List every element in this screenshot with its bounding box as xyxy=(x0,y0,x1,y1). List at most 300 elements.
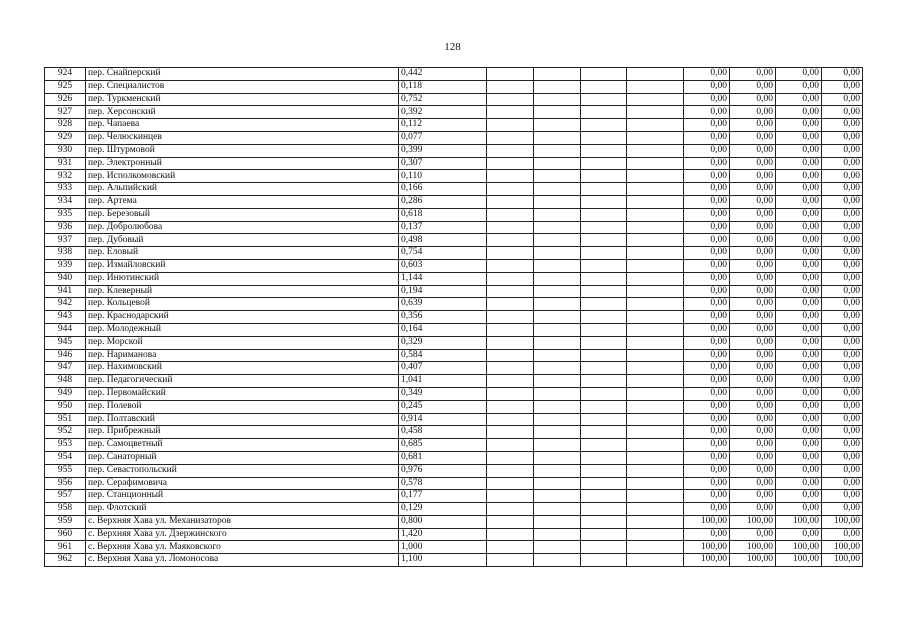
street-name-cell: пер. Нахимовский xyxy=(86,362,399,375)
empty-cell xyxy=(627,477,684,490)
length-cell: 0,392 xyxy=(399,106,487,119)
empty-cell xyxy=(487,272,534,285)
percent-cell: 0,00 xyxy=(730,298,776,311)
percent-cell: 0,00 xyxy=(822,183,863,196)
empty-cell xyxy=(534,93,581,106)
row-number-cell: 932 xyxy=(45,170,86,183)
street-name-cell: пер. Еловый xyxy=(86,247,399,260)
empty-cell xyxy=(534,541,581,554)
empty-cell xyxy=(581,490,627,503)
empty-cell xyxy=(581,375,627,388)
percent-cell: 0,00 xyxy=(730,285,776,298)
percent-cell: 0,00 xyxy=(684,106,730,119)
percent-cell: 100,00 xyxy=(776,554,822,567)
empty-cell xyxy=(534,490,581,503)
percent-cell: 0,00 xyxy=(684,285,730,298)
length-cell: 0,639 xyxy=(399,298,487,311)
length-cell: 1,144 xyxy=(399,272,487,285)
street-name-cell: пер. Флотский xyxy=(86,503,399,516)
street-name-cell: пер. Туркменский xyxy=(86,93,399,106)
empty-cell xyxy=(627,439,684,452)
percent-cell: 0,00 xyxy=(776,387,822,400)
empty-cell xyxy=(534,349,581,362)
empty-cell xyxy=(627,285,684,298)
empty-cell xyxy=(581,387,627,400)
empty-cell xyxy=(581,349,627,362)
percent-cell: 0,00 xyxy=(822,247,863,260)
table-body xyxy=(45,68,863,567)
empty-cell xyxy=(581,259,627,272)
percent-cell: 0,00 xyxy=(776,131,822,144)
empty-cell xyxy=(487,349,534,362)
percent-cell: 0,00 xyxy=(776,208,822,221)
empty-cell xyxy=(534,439,581,452)
street-name-cell: пер. Херсонский xyxy=(86,106,399,119)
percent-cell: 0,00 xyxy=(822,170,863,183)
row-number-cell: 959 xyxy=(45,515,86,528)
empty-cell xyxy=(581,119,627,132)
percent-cell: 0,00 xyxy=(684,157,730,170)
percent-cell: 0,00 xyxy=(730,272,776,285)
percent-cell: 0,00 xyxy=(776,170,822,183)
percent-cell: 0,00 xyxy=(822,413,863,426)
percent-cell: 0,00 xyxy=(822,387,863,400)
table-row xyxy=(45,439,863,452)
percent-cell: 0,00 xyxy=(822,68,863,81)
street-name-cell: пер. Клеверный xyxy=(86,285,399,298)
street-name-cell: пер. Севастопольский xyxy=(86,464,399,477)
street-name-cell: пер. Молодежный xyxy=(86,323,399,336)
percent-cell: 0,00 xyxy=(684,439,730,452)
table-row xyxy=(45,93,863,106)
length-cell: 0,245 xyxy=(399,400,487,413)
table-row xyxy=(45,349,863,362)
table-row xyxy=(45,208,863,221)
empty-cell xyxy=(581,503,627,516)
table-row xyxy=(45,336,863,349)
percent-cell: 0,00 xyxy=(776,144,822,157)
table-row xyxy=(45,400,863,413)
street-name-cell: пер. Санаторный xyxy=(86,451,399,464)
percent-cell: 0,00 xyxy=(776,349,822,362)
row-number-cell: 931 xyxy=(45,157,86,170)
length-cell: 0,685 xyxy=(399,439,487,452)
length-cell: 0,458 xyxy=(399,426,487,439)
empty-cell xyxy=(534,80,581,93)
empty-cell xyxy=(487,375,534,388)
empty-cell xyxy=(534,157,581,170)
empty-cell xyxy=(534,451,581,464)
percent-cell: 0,00 xyxy=(684,362,730,375)
percent-cell: 0,00 xyxy=(730,221,776,234)
empty-cell xyxy=(534,285,581,298)
percent-cell: 0,00 xyxy=(776,362,822,375)
empty-cell xyxy=(534,336,581,349)
percent-cell: 0,00 xyxy=(776,157,822,170)
percent-cell: 0,00 xyxy=(822,490,863,503)
percent-cell: 0,00 xyxy=(776,464,822,477)
length-cell: 1,420 xyxy=(399,528,487,541)
percent-cell: 0,00 xyxy=(822,119,863,132)
empty-cell xyxy=(627,106,684,119)
percent-cell: 0,00 xyxy=(684,451,730,464)
percent-cell: 0,00 xyxy=(776,400,822,413)
empty-cell xyxy=(627,490,684,503)
empty-cell xyxy=(581,515,627,528)
percent-cell: 0,00 xyxy=(776,375,822,388)
percent-cell: 0,00 xyxy=(776,221,822,234)
percent-cell: 0,00 xyxy=(730,157,776,170)
row-number-cell: 934 xyxy=(45,195,86,208)
table-row xyxy=(45,464,863,477)
street-name-cell: пер. Дубовый xyxy=(86,234,399,247)
percent-cell: 0,00 xyxy=(776,311,822,324)
empty-cell xyxy=(581,80,627,93)
table-row xyxy=(45,170,863,183)
percent-cell: 0,00 xyxy=(776,285,822,298)
street-name-cell: пер. Штурмовой xyxy=(86,144,399,157)
percent-cell: 100,00 xyxy=(776,541,822,554)
table-row xyxy=(45,183,863,196)
length-cell: 0,800 xyxy=(399,515,487,528)
percent-cell: 0,00 xyxy=(776,439,822,452)
row-number-cell: 927 xyxy=(45,106,86,119)
street-name-cell: пер. Кольцевой xyxy=(86,298,399,311)
percent-cell: 0,00 xyxy=(730,490,776,503)
street-name-cell: пер. Специалистов xyxy=(86,80,399,93)
percent-cell: 0,00 xyxy=(776,336,822,349)
empty-cell xyxy=(487,208,534,221)
empty-cell xyxy=(487,106,534,119)
percent-cell: 0,00 xyxy=(730,400,776,413)
empty-cell xyxy=(581,106,627,119)
empty-cell xyxy=(627,144,684,157)
percent-cell: 0,00 xyxy=(822,208,863,221)
street-name-cell: пер. Полевой xyxy=(86,400,399,413)
table-row xyxy=(45,413,863,426)
empty-cell xyxy=(487,503,534,516)
empty-cell xyxy=(581,221,627,234)
row-number-cell: 949 xyxy=(45,387,86,400)
length-cell: 0,112 xyxy=(399,119,487,132)
percent-cell: 0,00 xyxy=(730,68,776,81)
empty-cell xyxy=(487,439,534,452)
empty-cell xyxy=(581,195,627,208)
empty-cell xyxy=(581,157,627,170)
percent-cell: 0,00 xyxy=(776,323,822,336)
length-cell: 0,129 xyxy=(399,503,487,516)
percent-cell: 0,00 xyxy=(684,272,730,285)
table-row xyxy=(45,119,863,132)
length-cell: 0,442 xyxy=(399,68,487,81)
percent-cell: 0,00 xyxy=(776,68,822,81)
empty-cell xyxy=(627,68,684,81)
percent-cell: 0,00 xyxy=(822,349,863,362)
percent-cell: 0,00 xyxy=(730,208,776,221)
percent-cell: 0,00 xyxy=(822,298,863,311)
empty-cell xyxy=(534,272,581,285)
row-number-cell: 951 xyxy=(45,413,86,426)
empty-cell xyxy=(534,477,581,490)
percent-cell: 0,00 xyxy=(730,503,776,516)
empty-cell xyxy=(534,426,581,439)
street-name-cell: пер. Березовый xyxy=(86,208,399,221)
empty-cell xyxy=(627,323,684,336)
percent-cell: 0,00 xyxy=(684,234,730,247)
length-cell: 0,286 xyxy=(399,195,487,208)
street-name-cell: с. Верхняя Хава ул. Механизаторов xyxy=(86,515,399,528)
empty-cell xyxy=(487,400,534,413)
percent-cell: 0,00 xyxy=(730,247,776,260)
street-name-cell: пер. Нариманова xyxy=(86,349,399,362)
table-row xyxy=(45,426,863,439)
empty-cell xyxy=(627,259,684,272)
street-name-cell: пер. Инютинский xyxy=(86,272,399,285)
percent-cell: 0,00 xyxy=(730,195,776,208)
street-name-cell: пер. Добролюбова xyxy=(86,221,399,234)
empty-cell xyxy=(627,349,684,362)
percent-cell: 0,00 xyxy=(730,259,776,272)
empty-cell xyxy=(534,528,581,541)
row-number-cell: 936 xyxy=(45,221,86,234)
empty-cell xyxy=(627,503,684,516)
percent-cell: 0,00 xyxy=(684,490,730,503)
percent-cell: 0,00 xyxy=(730,375,776,388)
percent-cell: 0,00 xyxy=(684,68,730,81)
percent-cell: 0,00 xyxy=(776,195,822,208)
row-number-cell: 948 xyxy=(45,375,86,388)
empty-cell xyxy=(534,208,581,221)
percent-cell: 0,00 xyxy=(822,285,863,298)
percent-cell: 0,00 xyxy=(822,106,863,119)
row-number-cell: 940 xyxy=(45,272,86,285)
percent-cell: 0,00 xyxy=(822,464,863,477)
empty-cell xyxy=(487,285,534,298)
empty-cell xyxy=(534,106,581,119)
length-cell: 1,000 xyxy=(399,541,487,554)
empty-cell xyxy=(581,183,627,196)
row-number-cell: 930 xyxy=(45,144,86,157)
table-row xyxy=(45,503,863,516)
empty-cell xyxy=(581,144,627,157)
percent-cell: 0,00 xyxy=(684,208,730,221)
empty-cell xyxy=(534,183,581,196)
table-row xyxy=(45,490,863,503)
empty-cell xyxy=(487,195,534,208)
length-cell: 1,041 xyxy=(399,375,487,388)
length-cell: 1,100 xyxy=(399,554,487,567)
percent-cell: 0,00 xyxy=(684,477,730,490)
table-row xyxy=(45,477,863,490)
table-row xyxy=(45,234,863,247)
street-name-cell: пер. Первомайский xyxy=(86,387,399,400)
empty-cell xyxy=(534,413,581,426)
empty-cell xyxy=(581,285,627,298)
percent-cell: 0,00 xyxy=(730,477,776,490)
empty-cell xyxy=(627,131,684,144)
empty-cell xyxy=(487,451,534,464)
row-number-cell: 960 xyxy=(45,528,86,541)
percent-cell: 0,00 xyxy=(730,464,776,477)
row-number-cell: 947 xyxy=(45,362,86,375)
empty-cell xyxy=(581,541,627,554)
percent-cell: 0,00 xyxy=(822,400,863,413)
empty-cell xyxy=(581,234,627,247)
length-cell: 0,618 xyxy=(399,208,487,221)
empty-cell xyxy=(534,195,581,208)
percent-cell: 0,00 xyxy=(684,183,730,196)
empty-cell xyxy=(487,144,534,157)
empty-cell xyxy=(627,221,684,234)
percent-cell: 0,00 xyxy=(684,387,730,400)
length-cell: 0,137 xyxy=(399,221,487,234)
empty-cell xyxy=(534,464,581,477)
table-row xyxy=(45,272,863,285)
percent-cell: 0,00 xyxy=(776,183,822,196)
empty-cell xyxy=(487,528,534,541)
empty-cell xyxy=(534,375,581,388)
percent-cell: 0,00 xyxy=(776,119,822,132)
empty-cell xyxy=(487,387,534,400)
percent-cell: 0,00 xyxy=(822,80,863,93)
table-row xyxy=(45,195,863,208)
empty-cell xyxy=(487,541,534,554)
percent-cell: 0,00 xyxy=(684,93,730,106)
street-name-cell: пер. Краснодарский xyxy=(86,311,399,324)
percent-cell: 0,00 xyxy=(822,144,863,157)
empty-cell xyxy=(581,528,627,541)
percent-cell: 0,00 xyxy=(822,272,863,285)
percent-cell: 0,00 xyxy=(684,400,730,413)
empty-cell xyxy=(581,93,627,106)
empty-cell xyxy=(487,413,534,426)
percent-cell: 0,00 xyxy=(730,106,776,119)
empty-cell xyxy=(534,131,581,144)
empty-cell xyxy=(627,464,684,477)
table-row xyxy=(45,144,863,157)
percent-cell: 0,00 xyxy=(776,259,822,272)
empty-cell xyxy=(627,554,684,567)
length-cell: 0,194 xyxy=(399,285,487,298)
percent-cell: 0,00 xyxy=(730,323,776,336)
percent-cell: 0,00 xyxy=(684,426,730,439)
length-cell: 0,407 xyxy=(399,362,487,375)
percent-cell: 0,00 xyxy=(730,349,776,362)
table-row xyxy=(45,106,863,119)
percent-cell: 0,00 xyxy=(822,528,863,541)
empty-cell xyxy=(627,413,684,426)
empty-cell xyxy=(487,131,534,144)
street-name-cell: пер. Челюскинцев xyxy=(86,131,399,144)
empty-cell xyxy=(534,387,581,400)
percent-cell: 100,00 xyxy=(822,554,863,567)
empty-cell xyxy=(487,93,534,106)
percent-cell: 0,00 xyxy=(730,234,776,247)
percent-cell: 0,00 xyxy=(684,80,730,93)
row-number-cell: 961 xyxy=(45,541,86,554)
empty-cell xyxy=(627,426,684,439)
empty-cell xyxy=(581,554,627,567)
empty-cell xyxy=(627,541,684,554)
percent-cell: 0,00 xyxy=(776,106,822,119)
empty-cell xyxy=(534,400,581,413)
empty-cell xyxy=(534,259,581,272)
table-row xyxy=(45,247,863,260)
empty-cell xyxy=(627,375,684,388)
empty-cell xyxy=(581,68,627,81)
empty-cell xyxy=(487,464,534,477)
empty-cell xyxy=(581,439,627,452)
empty-cell xyxy=(581,336,627,349)
empty-cell xyxy=(534,144,581,157)
row-number-cell: 928 xyxy=(45,119,86,132)
empty-cell xyxy=(627,247,684,260)
empty-cell xyxy=(627,387,684,400)
table-row xyxy=(45,285,863,298)
row-number-cell: 929 xyxy=(45,131,86,144)
empty-cell xyxy=(534,119,581,132)
empty-cell xyxy=(487,119,534,132)
percent-cell: 0,00 xyxy=(822,311,863,324)
row-number-cell: 952 xyxy=(45,426,86,439)
row-number-cell: 962 xyxy=(45,554,86,567)
street-name-cell: пер. Чапаева xyxy=(86,119,399,132)
percent-cell: 0,00 xyxy=(730,528,776,541)
street-name-cell: пер. Педагогический xyxy=(86,375,399,388)
table-row xyxy=(45,528,863,541)
empty-cell xyxy=(487,362,534,375)
empty-cell xyxy=(581,477,627,490)
percent-cell: 0,00 xyxy=(776,80,822,93)
row-number-cell: 939 xyxy=(45,259,86,272)
percent-cell: 0,00 xyxy=(822,93,863,106)
percent-cell: 0,00 xyxy=(822,323,863,336)
street-name-cell: пер. Электронный xyxy=(86,157,399,170)
empty-cell xyxy=(627,93,684,106)
percent-cell: 0,00 xyxy=(730,387,776,400)
empty-cell xyxy=(627,336,684,349)
empty-cell xyxy=(581,451,627,464)
empty-cell xyxy=(627,195,684,208)
street-name-cell: пер. Снайперский xyxy=(86,68,399,81)
length-cell: 0,329 xyxy=(399,336,487,349)
street-name-cell: пер. Самоцветный xyxy=(86,439,399,452)
percent-cell: 100,00 xyxy=(684,515,730,528)
row-number-cell: 957 xyxy=(45,490,86,503)
empty-cell xyxy=(534,234,581,247)
percent-cell: 0,00 xyxy=(730,80,776,93)
empty-cell xyxy=(534,68,581,81)
percent-cell: 0,00 xyxy=(684,528,730,541)
percent-cell: 0,00 xyxy=(684,375,730,388)
percent-cell: 0,00 xyxy=(730,336,776,349)
empty-cell xyxy=(627,208,684,221)
percent-cell: 0,00 xyxy=(730,93,776,106)
row-number-cell: 943 xyxy=(45,311,86,324)
length-cell: 0,307 xyxy=(399,157,487,170)
percent-cell: 0,00 xyxy=(776,93,822,106)
length-cell: 0,914 xyxy=(399,413,487,426)
percent-cell: 0,00 xyxy=(822,503,863,516)
empty-cell xyxy=(534,554,581,567)
empty-cell xyxy=(627,515,684,528)
empty-cell xyxy=(581,311,627,324)
empty-cell xyxy=(487,234,534,247)
percent-cell: 0,00 xyxy=(730,439,776,452)
row-number-cell: 954 xyxy=(45,451,86,464)
empty-cell xyxy=(534,221,581,234)
percent-cell: 0,00 xyxy=(822,221,863,234)
